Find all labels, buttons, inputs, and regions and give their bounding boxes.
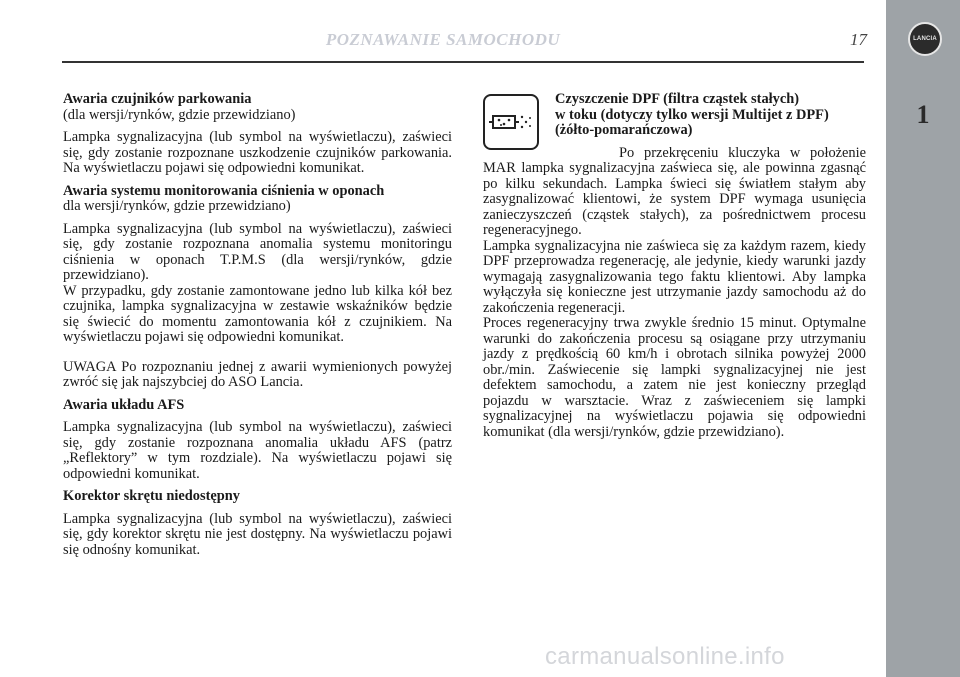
page-number: 17 (850, 30, 867, 49)
dpf-paragraph: Po przekręceniu kluczyka w położenie MAR lampka sygnalizacyjna zaświeca się, ale powinna zgasnąć po kilku sekundach. Lampka świeci się światłem stałym aby zasygnalizować klientowi, że system DPF wymaga usunięcia zanieczyszczeń (cząstek stałych), za pośrednictwem procesu regeneracyjnego. (483, 144, 866, 238)
section-body: Lampka sygnalizacyjna (lub symbol na wyświetlaczu), zaświeci się, gdy zostanie rozpoznana anomalia układu AFS (patrz „Reflektory” w tym rozdziale). Na wyświetlaczu pojawi się odpowiedni komunikat. (63, 419, 452, 482)
watermark: carmanualsonline.info (545, 643, 785, 670)
dpf-title-line-1: Czyszczenie DPF (filtra cząstek stałych) (555, 91, 800, 107)
dpf-title-line-2: w toku (dotyczy tylko wersji Multijet z DPF) (555, 106, 829, 123)
section-subtitle: dla wersji/rynków, gdzie przewidziano) (63, 198, 291, 214)
warning-note: UWAGA Po rozpoznaniu jednej z awarii wymienionych powyżej zwróć się jak najszybciej do ASO Lancia. (63, 358, 452, 390)
running-header: POZNAWANIE SAMOCHODU (325, 30, 561, 49)
section-body: W przypadku, gdy zostanie zamontowane jedno lub kilka kół bez czujnika, lampka sygnalizacyjna w zestawie wskaźników będzie się świecić do momentu zamontowania kół z czujnikiem. Na wyświetlaczu pojawi się odpowiedni komunikat. (63, 282, 452, 345)
section-subtitle: (dla wersji/rynków, gdzie przewidziano) (63, 106, 296, 123)
dpf-paragraph: Lampka sygnalizacyjna nie zaświeca się za każdym razem, kiedy DPF przeprowadza regenerację, ale jedynie, kiedy warunki jazdy wymagają zasygnalizowania tego faktu klientowi. Aby lampka wyłączyła się konieczne jest utrzymanie jazdy samochodu aż do zakończenia regeneracji. (483, 237, 866, 316)
section-title: Awaria czujników parkowania (63, 91, 252, 107)
header-rule (62, 61, 864, 63)
dpf-warning-icon (483, 94, 539, 150)
chapter-sidebar (886, 0, 960, 677)
dpf-title-line-3: (żółto-pomarańczowa) (555, 122, 693, 138)
section-body: Lampka sygnalizacyjna (lub symbol na wyświetlaczu), zaświeci się, gdy korektor skrętu nie jest dostępny. Na wyświetlaczu pojawi się odnośny komunikat. (63, 510, 452, 558)
logo-text: LANCIA (913, 36, 937, 42)
chapter-number: 1 (916, 100, 930, 129)
section-title: Awaria systemu monitorowania ciśnienia w oponach (63, 182, 385, 199)
section-title: Awaria układu AFS (63, 396, 185, 413)
dpf-paragraph: Proces regeneracyjny trwa zwykle średnio 15 minut. Optymalne warunki do zakończenia procesu są osiągane przy utrzymaniu jazdy z prędkością 60 km/h i obrotach silnika powyżej 2000 obr./min. Zaświecenie się lampki sygnalizacyjnej nie jest defektem samochodu, a zatem nie jest konieczny przegląd pojazdu w warsztacie. Wraz z zaświeceniem się lampki sygnalizacyjnej na wyświetlaczu pojawia się odpowiedni komunikat (dla wersji/rynków, gdzie przewidziano). (483, 315, 866, 440)
right-column (483, 92, 866, 440)
section-body: Lampka sygnalizacyjna (lub symbol na wyświetlaczu), zaświeci się, gdy zostanie rozpoznane uszkodzenie czujników parkowania. Na wyświetlaczu pojawi się odpowiedni komunikat. (63, 129, 452, 176)
section-title: Korektor skrętu niedostępny (63, 488, 240, 504)
lancia-logo (908, 22, 942, 56)
section-body: Lampka sygnalizacyjna (lub symbol na wyświetlaczu), zaświeci się, gdy zostanie rozpoznana anomalia systemu monitoringu ciśnienia w oponach T.P.M.S (dla wersji/rynków, gdzie przewidziano). (63, 220, 452, 283)
left-column (63, 92, 452, 558)
